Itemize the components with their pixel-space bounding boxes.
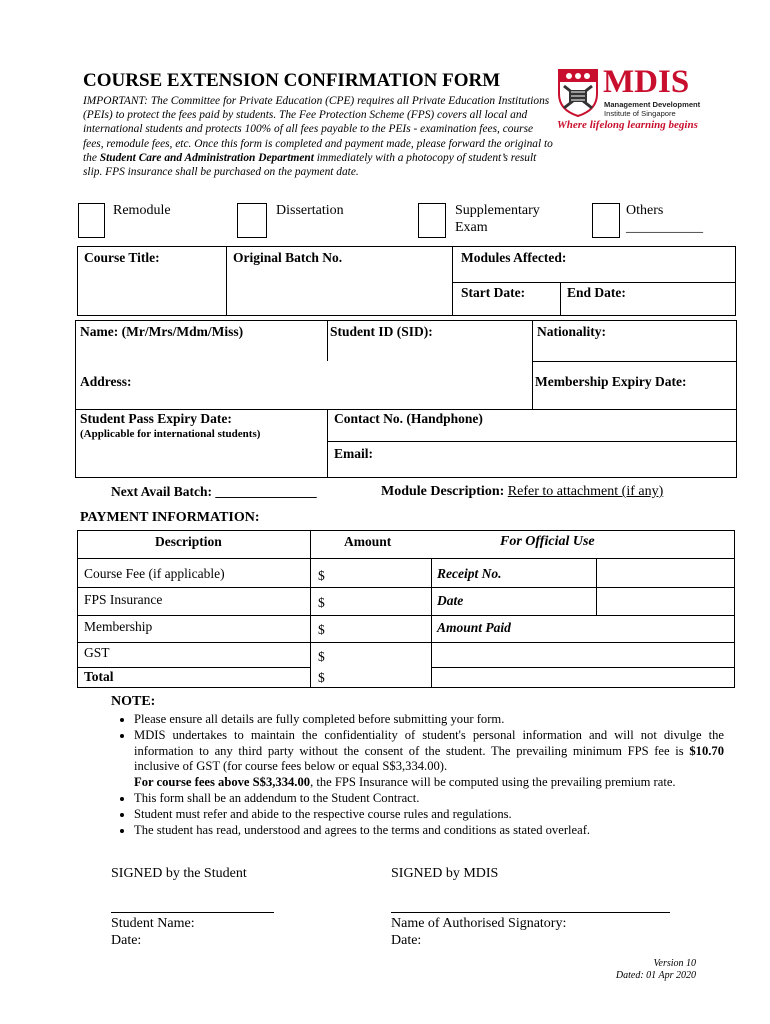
- logo-wordmark: MDIS: [603, 64, 690, 100]
- course-title-field[interactable]: Course Title:: [84, 250, 160, 265]
- dissertation-label: Dissertation: [276, 203, 344, 218]
- payment-row-amount[interactable]: $: [318, 622, 325, 637]
- logo-tagline: Where lifelong learning begins: [557, 119, 698, 131]
- payment-row-desc: FPS Insurance: [84, 592, 163, 607]
- others-label: Others: [626, 203, 664, 218]
- note-item: • MDIS undertakes to maintain the confidentiality of student's personal information and will not divulge the information to any third party without the consent of the student. The prevailing minimum FPS fee is $10.70 inclusive of GST (for course fees below or equal S$3,334.00). For course fees above S$3,334.00, the FPS Insurance will be computed using the prevailing premium rate.: [134, 728, 724, 791]
- module-description-label: Module Description:: [381, 484, 505, 499]
- pass-expiry-field[interactable]: Student Pass Expiry Date:: [80, 411, 232, 426]
- payment-row-amount[interactable]: $: [318, 670, 325, 685]
- dissertation-checkbox[interactable]: [237, 203, 267, 238]
- name-label: Name: (Mr/Mrs/Mdm/Miss): [80, 324, 244, 339]
- mdis-logo: [557, 66, 707, 138]
- payment-row-desc: Total: [84, 669, 114, 684]
- note-item: • The student has read, understood and agrees to the terms and conditions as stated overleaf.: [134, 823, 724, 839]
- form-title: COURSE EXTENSION CONFIRMATION FORM: [83, 70, 501, 91]
- student-name-label: Student Name:: [111, 916, 195, 931]
- official-receipt-no: Receipt No.: [437, 566, 502, 581]
- supplementary-checkbox[interactable]: [418, 203, 446, 238]
- pass-expiry-note: (Applicable for international students): [80, 428, 261, 440]
- intro-part1: IMPORTANT: The Committee for Private Education (CPE) requires all Private Education Institutions (PEIs) to protect the fees paid by students. The Fee Protection Scheme (FPS) covers all local and international students and protects 100% of all fees payable to the PEIs - examination fees, course fees, remodule fees, etc. Once this form is completed and payment made, please forward the original to the: [83, 95, 553, 164]
- student-signature-line[interactable]: [111, 912, 274, 913]
- note-item: • Student must refer and abide to the respective course rules and regulations.: [134, 807, 724, 823]
- course-table: [77, 246, 736, 316]
- nationality-field[interactable]: Nationality:: [537, 324, 606, 339]
- intro-text: [83, 94, 553, 179]
- name-field[interactable]: [80, 324, 243, 340]
- note-item: • Please ensure all details are fully completed before submitting your form.: [134, 712, 724, 728]
- note-item: • This form shall be an addendum to the Student Contract.: [134, 791, 724, 807]
- membership-expiry-field[interactable]: Membership Expiry Date:: [535, 374, 687, 389]
- payment-row-amount[interactable]: $: [318, 595, 325, 610]
- crest-icon: [557, 68, 599, 118]
- mdis-signed-label: SIGNED by MDIS: [391, 866, 499, 881]
- next-batch-field[interactable]: Next Avail Batch: _______________: [111, 484, 317, 499]
- official-amount-paid: Amount Paid: [437, 620, 511, 635]
- address-field[interactable]: Address:: [80, 374, 132, 389]
- modules-affected-field[interactable]: Modules Affected:: [461, 250, 567, 265]
- student-id-field[interactable]: Student ID (SID):: [330, 324, 433, 339]
- official-date: Date: [437, 593, 464, 608]
- student-signed-label: SIGNED by the Student: [111, 866, 247, 881]
- signatory-name-label: Name of Authorised Signatory:: [391, 916, 567, 931]
- logo-line2: Institute of Singapore: [604, 109, 676, 118]
- remodule-checkbox[interactable]: [78, 203, 105, 238]
- payment-row-amount[interactable]: $: [318, 649, 325, 664]
- payment-row-desc: Course Fee (if applicable): [84, 566, 225, 581]
- email-field[interactable]: Email:: [334, 446, 373, 461]
- version-label: Version 10: [653, 958, 696, 969]
- logo-line1: Management Development: [604, 100, 701, 109]
- student-date-label: Date:: [111, 933, 142, 948]
- start-date-field[interactable]: Start Date:: [461, 285, 526, 300]
- note-list: [105, 712, 724, 838]
- intro-part2: immediately with a photocopy of student’s result slip. FPS insurance shall be purchased on the payment date.: [83, 151, 537, 179]
- others-blank[interactable]: ___________: [626, 220, 703, 235]
- payment-col-official: For Official Use: [500, 534, 595, 549]
- supplementary-label-2: Exam: [455, 220, 488, 235]
- module-description: [381, 484, 663, 500]
- payment-row-desc: GST: [84, 645, 110, 660]
- batch-no-field[interactable]: Original Batch No.: [233, 250, 343, 265]
- payment-heading: PAYMENT INFORMATION:: [80, 510, 260, 525]
- personal-table: [75, 320, 737, 478]
- note-heading: NOTE:: [111, 694, 156, 709]
- supplementary-label-1: Supplementary: [455, 203, 540, 218]
- intro-bold: Student Care and Administration Department: [99, 151, 314, 164]
- mdis-signature-line[interactable]: [391, 912, 670, 913]
- remodule-label: Remodule: [113, 203, 171, 218]
- others-checkbox[interactable]: [592, 203, 620, 238]
- mdis-date-label: Date:: [391, 933, 422, 948]
- contact-field[interactable]: Contact No. (Handphone): [334, 411, 483, 426]
- payment-col-amount: Amount: [344, 534, 392, 549]
- payment-row-amount[interactable]: $: [318, 568, 325, 583]
- end-date-field[interactable]: End Date:: [567, 285, 626, 300]
- payment-row-desc: Membership: [84, 619, 153, 634]
- attachment-link[interactable]: Refer to attachment (if any): [507, 484, 664, 499]
- payment-col-description: Description: [155, 534, 222, 549]
- dated-label: Dated: 01 Apr 2020: [615, 970, 696, 981]
- payment-table: [77, 530, 735, 688]
